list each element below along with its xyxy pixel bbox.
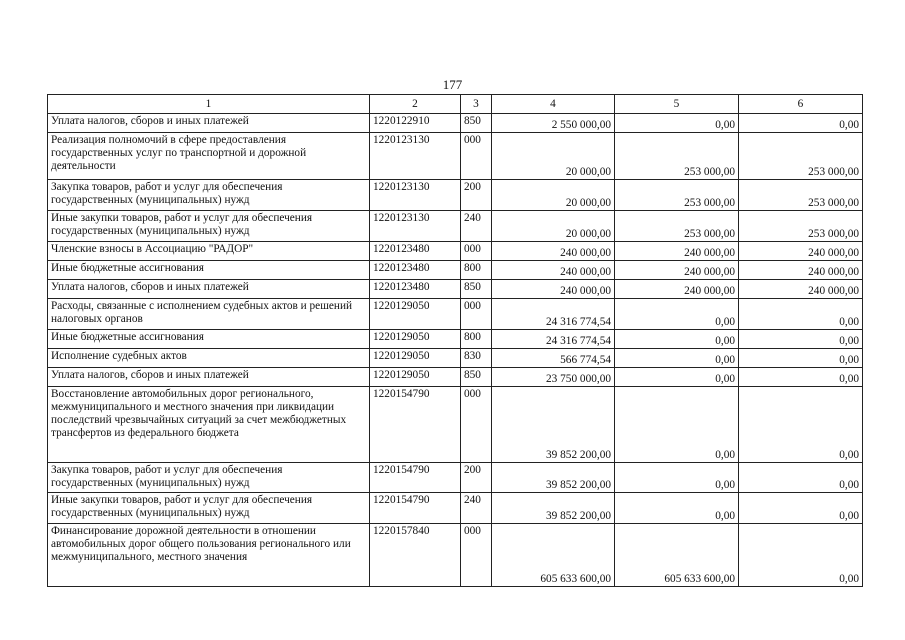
header-cell: 4 (492, 95, 615, 114)
row-value-3: 0,00 (739, 299, 863, 330)
row-type: 800 (461, 261, 492, 280)
row-name: Закупка товаров, работ и услуг для обеспечения государственных (муниципальных) нужд (48, 463, 370, 493)
row-code: 1220129050 (370, 299, 461, 330)
row-value-1: 240 000,00 (492, 280, 615, 299)
row-value-2: 0,00 (615, 349, 739, 368)
row-value-1: 39 852 200,00 (492, 463, 615, 493)
table-row (48, 133, 863, 180)
row-value-2: 0,00 (615, 368, 739, 387)
row-type: 240 (461, 211, 492, 242)
header-cell: 2 (370, 95, 461, 114)
row-type: 830 (461, 349, 492, 368)
row-value-3: 0,00 (739, 463, 863, 493)
row-name: Исполнение судебных актов (48, 349, 370, 368)
row-value-3: 0,00 (739, 330, 863, 349)
row-code: 1220154790 (370, 387, 461, 463)
row-name: Иные закупки товаров, работ и услуг для обеспечения государственных (муниципальных) нужд (48, 493, 370, 524)
row-value-2: 605 633 600,00 (615, 524, 739, 587)
table-row (48, 368, 863, 387)
header-cell: 3 (461, 95, 492, 114)
row-value-3: 0,00 (739, 349, 863, 368)
row-value-2: 240 000,00 (615, 280, 739, 299)
table-row (48, 299, 863, 330)
row-name: Иные закупки товаров, работ и услуг для обеспечения государственных (муниципальных) нужд (48, 211, 370, 242)
row-code: 1220122910 (370, 114, 461, 133)
row-value-3: 0,00 (739, 114, 863, 133)
row-code: 1220123480 (370, 242, 461, 261)
row-code: 1220123480 (370, 280, 461, 299)
row-name: Закупка товаров, работ и услуг для обеспечения государственных (муниципальных) нужд (48, 180, 370, 211)
row-code: 1220129050 (370, 368, 461, 387)
row-type: 000 (461, 387, 492, 463)
row-name: Реализация полномочий в сфере предоставления государственных услуг по транспортной и дорожной деятельности (48, 133, 370, 180)
row-value-3: 0,00 (739, 524, 863, 587)
row-name: Финансирование дорожной деятельности в отношении автомобильных дорог общего пользования регионального или межмуниципального, местного значения (48, 524, 370, 587)
row-code: 1220123130 (370, 133, 461, 180)
row-type: 800 (461, 330, 492, 349)
row-value-1: 566 774,54 (492, 349, 615, 368)
table-row (48, 524, 863, 587)
table-row (48, 114, 863, 133)
row-type: 200 (461, 463, 492, 493)
table-row (48, 387, 863, 463)
budget-table (47, 94, 863, 587)
row-type: 000 (461, 133, 492, 180)
row-type: 200 (461, 180, 492, 211)
row-code: 1220157840 (370, 524, 461, 587)
row-value-3: 0,00 (739, 368, 863, 387)
row-type: 000 (461, 299, 492, 330)
row-value-1: 240 000,00 (492, 261, 615, 280)
row-value-1: 24 316 774,54 (492, 299, 615, 330)
row-value-2: 0,00 (615, 387, 739, 463)
header-cell: 5 (615, 95, 739, 114)
page-number: 177 (442, 77, 463, 92)
row-name: Членские взносы в Ассоциацию "РАДОР" (48, 242, 370, 261)
row-value-2: 0,00 (615, 299, 739, 330)
table-row (48, 280, 863, 299)
table-row (48, 463, 863, 493)
row-value-1: 39 852 200,00 (492, 493, 615, 524)
row-name: Уплата налогов, сборов и иных платежей (48, 280, 370, 299)
row-value-1: 605 633 600,00 (492, 524, 615, 587)
row-name: Уплата налогов, сборов и иных платежей (48, 114, 370, 133)
row-value-3: 240 000,00 (739, 261, 863, 280)
row-name: Уплата налогов, сборов и иных платежей (48, 368, 370, 387)
table-row (48, 349, 863, 368)
table-header-row (48, 95, 863, 114)
row-name: Иные бюджетные ассигнования (48, 330, 370, 349)
row-value-3: 0,00 (739, 493, 863, 524)
row-value-3: 240 000,00 (739, 280, 863, 299)
header-cell: 1 (48, 95, 370, 114)
row-value-2: 0,00 (615, 493, 739, 524)
row-name: Восстановление автомобильных дорог регионального, межмуниципального и местного значения при ликвидации последствий чрезвычайных ситуаций за счет межбюджетных трансфертов из федерального бюджета (48, 387, 370, 463)
row-value-3: 253 000,00 (739, 211, 863, 242)
row-value-1: 2 550 000,00 (492, 114, 615, 133)
table-row (48, 261, 863, 280)
row-type: 240 (461, 493, 492, 524)
row-code: 1220123130 (370, 180, 461, 211)
table-row (48, 211, 863, 242)
row-type: 000 (461, 242, 492, 261)
row-value-1: 20 000,00 (492, 180, 615, 211)
row-value-2: 253 000,00 (615, 211, 739, 242)
header-cell: 6 (739, 95, 863, 114)
row-name: Иные бюджетные ассигнования (48, 261, 370, 280)
row-value-2: 0,00 (615, 463, 739, 493)
row-type: 850 (461, 368, 492, 387)
table-row (48, 180, 863, 211)
row-code: 1220154790 (370, 463, 461, 493)
row-value-3: 0,00 (739, 387, 863, 463)
table-row (48, 242, 863, 261)
row-value-1: 20 000,00 (492, 133, 615, 180)
row-value-2: 240 000,00 (615, 242, 739, 261)
row-value-1: 39 852 200,00 (492, 387, 615, 463)
row-code: 1220154790 (370, 493, 461, 524)
row-code: 1220123130 (370, 211, 461, 242)
row-code: 1220129050 (370, 349, 461, 368)
row-value-1: 23 750 000,00 (492, 368, 615, 387)
row-value-2: 0,00 (615, 114, 739, 133)
row-code: 1220123480 (370, 261, 461, 280)
row-value-3: 240 000,00 (739, 242, 863, 261)
row-value-2: 253 000,00 (615, 180, 739, 211)
table-row (48, 330, 863, 349)
table-row (48, 493, 863, 524)
row-value-3: 253 000,00 (739, 180, 863, 211)
row-code: 1220129050 (370, 330, 461, 349)
row-type: 850 (461, 114, 492, 133)
row-type: 000 (461, 524, 492, 587)
row-value-2: 253 000,00 (615, 133, 739, 180)
row-value-1: 24 316 774,54 (492, 330, 615, 349)
row-value-1: 240 000,00 (492, 242, 615, 261)
row-value-2: 0,00 (615, 330, 739, 349)
row-type: 850 (461, 280, 492, 299)
row-name: Расходы, связанные с исполнением судебных актов и решений налоговых органов (48, 299, 370, 330)
row-value-3: 253 000,00 (739, 133, 863, 180)
row-value-1: 20 000,00 (492, 211, 615, 242)
row-value-2: 240 000,00 (615, 261, 739, 280)
